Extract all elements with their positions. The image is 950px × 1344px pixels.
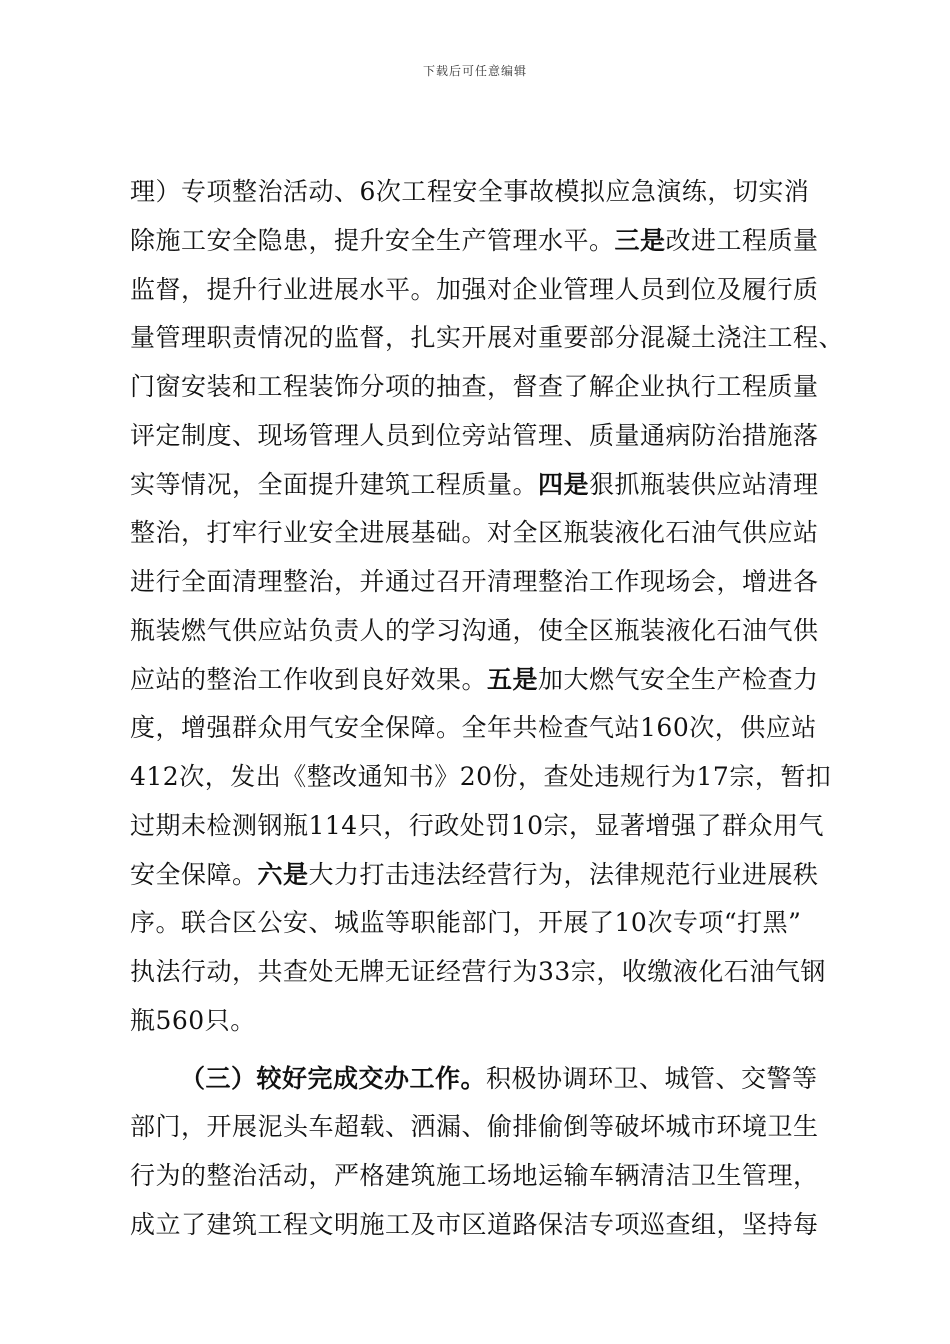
text-line — [130, 217, 830, 266]
text-run: 实等情况，全面提升建筑工程质量。 — [130, 469, 539, 499]
text-line — [130, 851, 830, 900]
paragraph-1 — [130, 168, 845, 1046]
text-line: 理）专项整治活动、6次工程安全事故模拟应急演练，切实消 — [130, 177, 810, 206]
text-line: 序。联合区公安、城监等职能部门，开展了10次专项“打黑” — [130, 908, 802, 938]
text-line: 进行全面清理整治，并通过召开清理整治工作现场会，增进各 — [130, 567, 819, 596]
text-line — [130, 1055, 830, 1104]
text-line: 整治，打牢行业安全进展基础。对全区瓶装液化石油气供应站 — [130, 518, 819, 548]
text-run: 大力打击违法经营行为，法律规范行业进展秩 — [308, 859, 819, 889]
text-line: 执法行动，共查处无牌无证经营行为33宗，收缴液化石油气钢 — [130, 957, 826, 986]
bold-keyword: 五是 — [487, 664, 539, 694]
text-line: 门窗安装和工程装饰分项的抽查，督查了解企业执行工程质量 — [130, 372, 819, 401]
paragraph-2 — [130, 1055, 830, 1250]
text-run: 加大燃气安全生产检查力 — [538, 664, 819, 694]
bold-keyword: 四是 — [538, 469, 590, 499]
text-line: 成立了建筑工程文明施工及市区道路保洁专项巡查组，坚持每 — [130, 1209, 819, 1239]
text-run: 狠抓瓶装供应站清理 — [589, 469, 819, 499]
text-line — [130, 656, 830, 705]
bold-keyword: 三是 — [614, 225, 666, 255]
text-line: 评定制度、现场管理人员到位旁站管理、质量通病防治措施落 — [130, 420, 819, 450]
text-run: 改进工程质量 — [665, 225, 819, 255]
text-line: 412次，发出《整改通知书》20份，查处违规行为17宗，暂扣 — [130, 762, 832, 791]
text-line: 度，增强群众用气安全保障。全年共检查气站160次，供应站 — [130, 713, 817, 743]
text-line: 瓶装燃气供应站负责人的学习沟通，使全区瓶装液化石油气供 — [130, 615, 819, 645]
text-line: 瓶560只。 — [130, 1005, 256, 1035]
text-run: 安全保障。 — [130, 859, 258, 889]
text-line: 过期未检测钢瓶114只，行政处罚10宗，显著增强了群众用气 — [130, 810, 825, 840]
text-run: 积极协调环卫、城管、交警等 — [486, 1063, 818, 1093]
document-body — [130, 168, 845, 1250]
page-header: 下载后可任意编辑 — [422, 64, 527, 78]
text-run: 应站的整治工作收到良好效果。 — [130, 664, 488, 694]
text-line: 部门，开展泥头车超载、洒漏、偷排偷倒等破坏城市环境卫生 — [130, 1112, 819, 1142]
section-heading: （三）较好完成交办工作。 — [180, 1063, 487, 1093]
text-run: 除施工安全隐患，提升安全生产管理水平。 — [130, 225, 615, 255]
bold-keyword: 六是 — [257, 859, 309, 889]
text-line — [130, 461, 830, 510]
text-line: 监督，提升行业进展水平。加强对企业管理人员到位及履行质 — [130, 274, 819, 304]
text-line: 行为的整治活动，严格建筑施工场地运输车辆清洁卫生管理， — [130, 1161, 819, 1190]
text-line: 量管理职责情况的监督，扎实开展对重要部分混凝土浇注工程、 — [130, 323, 845, 353]
